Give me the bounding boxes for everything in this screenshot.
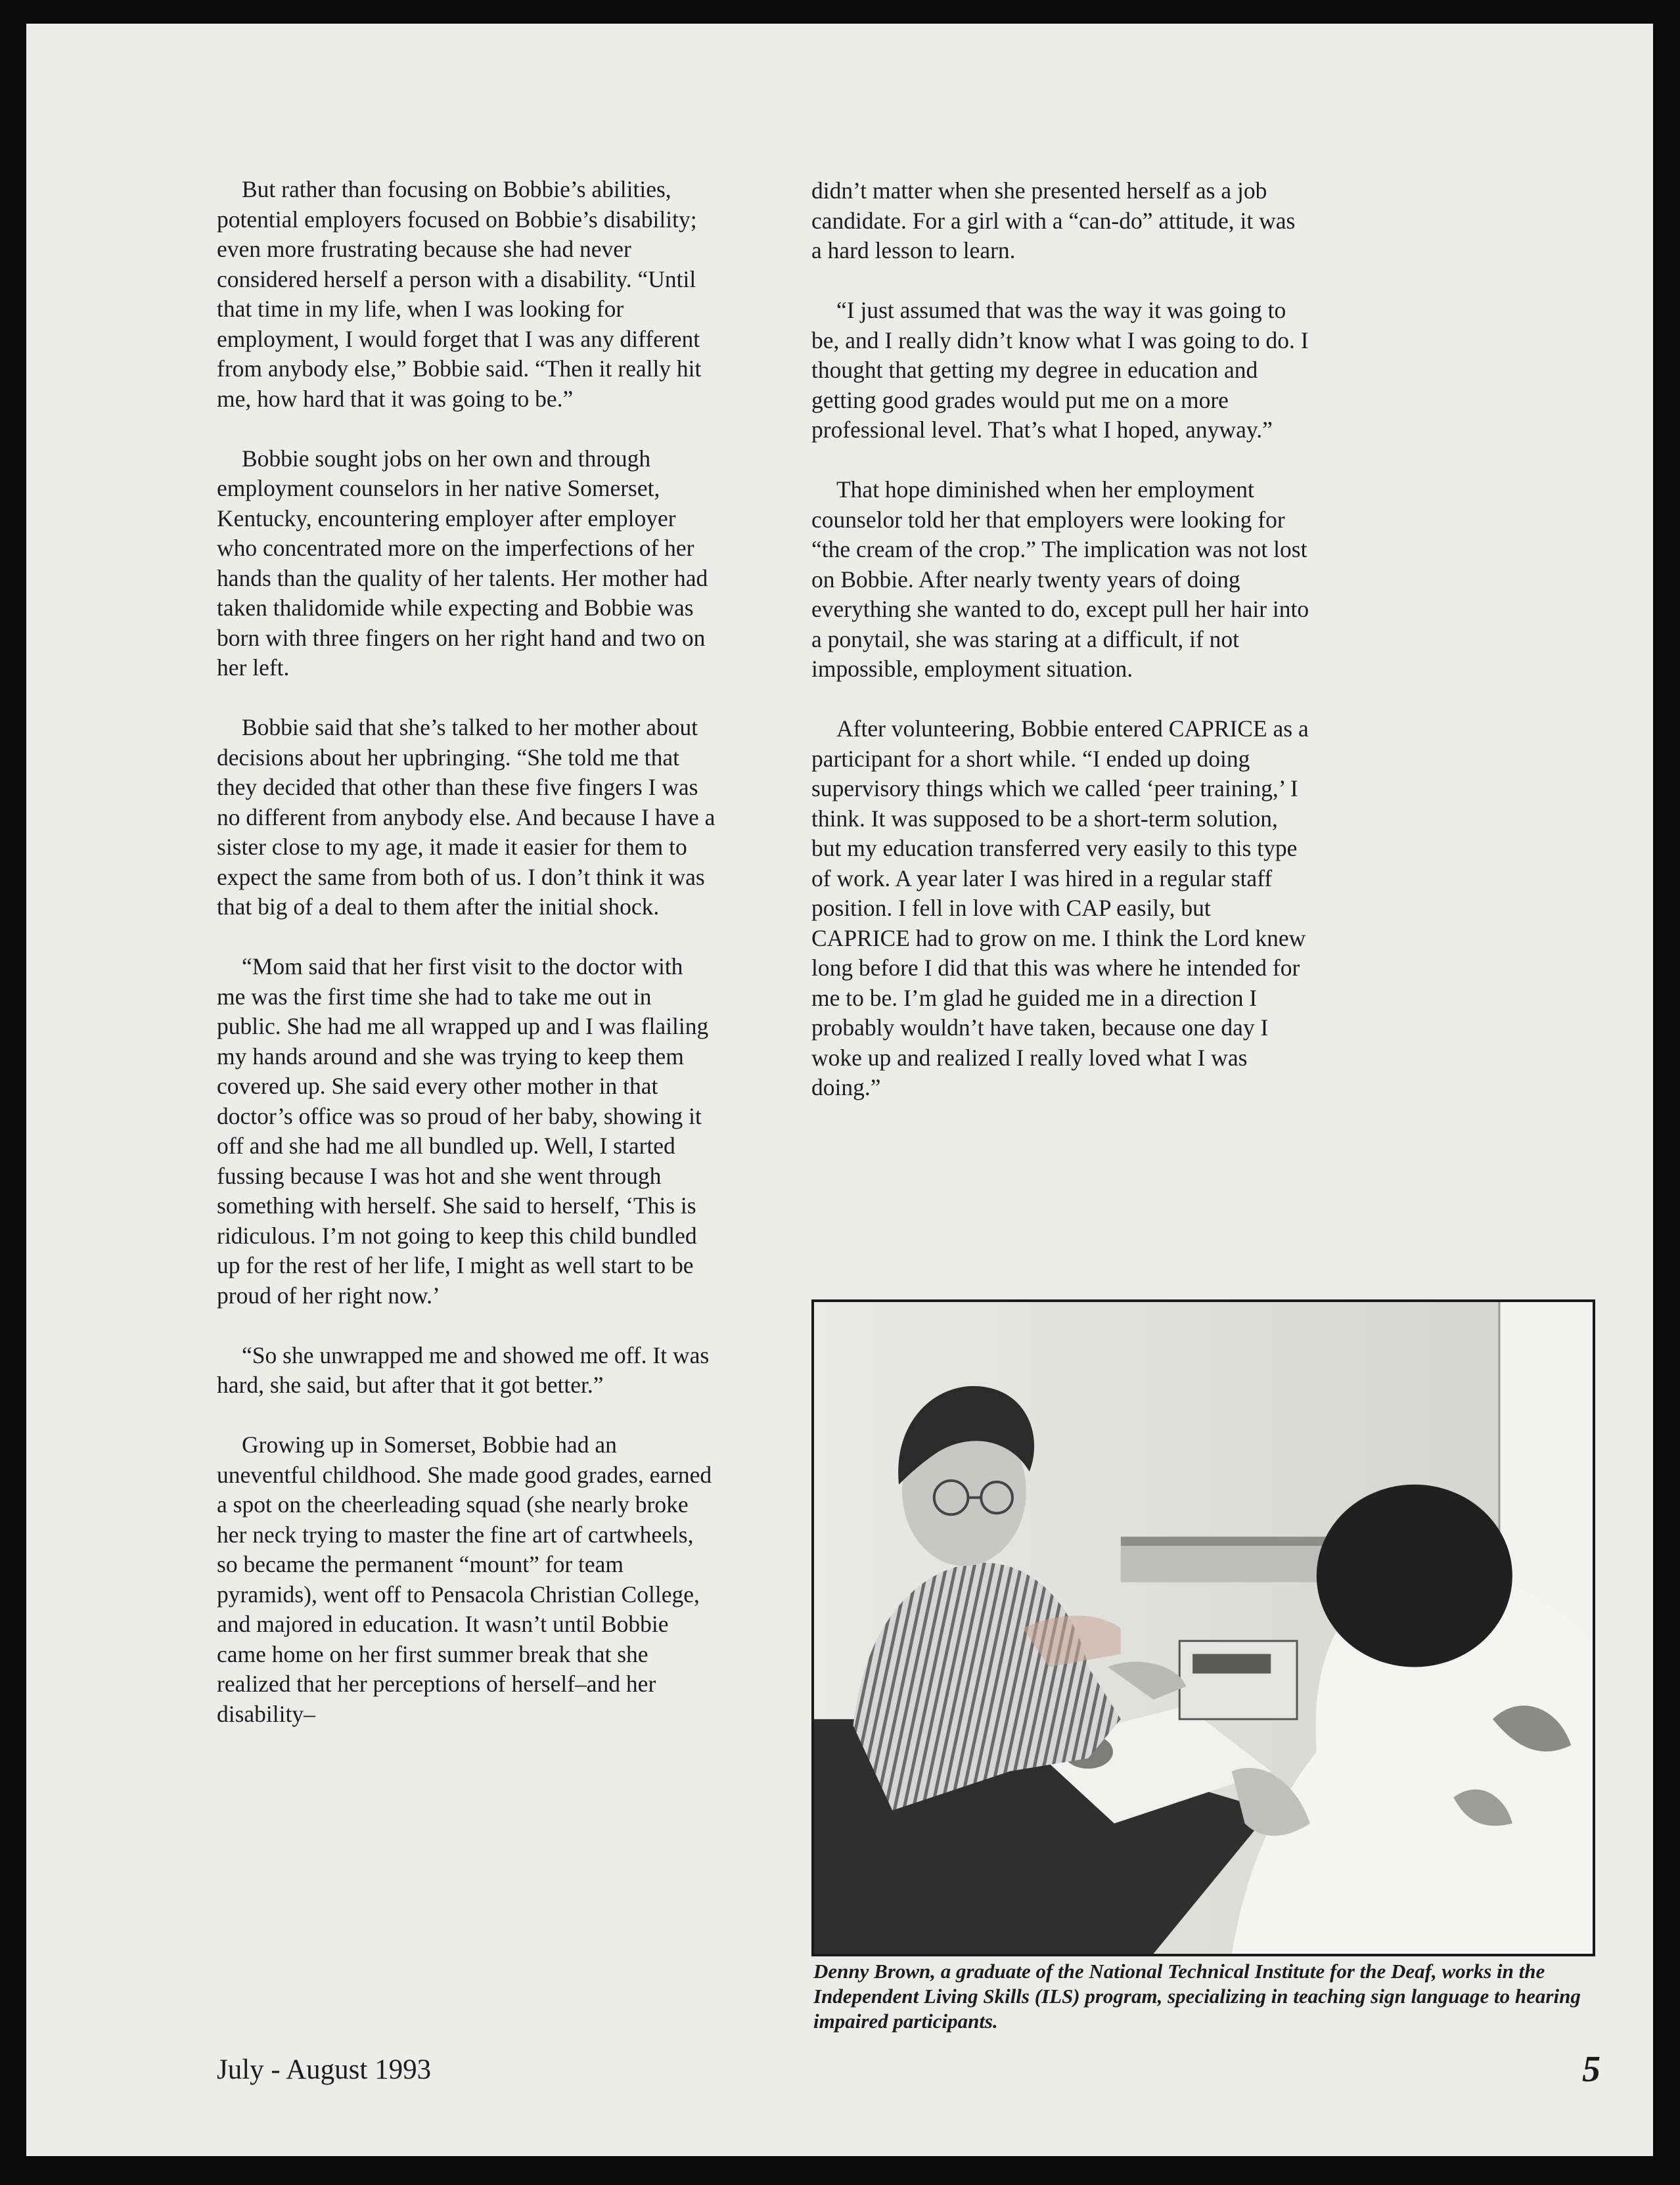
photo-caption: Denny Brown, a graduate of the National Technical Institute for the Deaf, works in the Independent Living Skills (ILS) program, specializing in teaching sign language to hearing impaired participants. [813, 1960, 1581, 2033]
paragraph: Bobbie said that she’s talked to her mother about decisions about her upbringing. “She told me that they decided that other than these five fingers I was no different from anybody else. And because I have a sister close to my age, it made it easier for them to expect the same from both of us. I don’t think it was that big of a deal to them after the initial shock. [217, 714, 715, 920]
left-text-column [217, 175, 716, 1759]
paragraph: “Mom said that her first visit to the doctor with me was the first time she had to take me out in public. She had me all wrapped up and I was flailing my hands around and she was trying to keep them covered up. She said every other mother in that doctor’s office was so proud of her baby, showing it off and she had me all bundled up. Well, I started fussing because I was hot and she went through something with herself. She said to herself, ‘This is ridiculous. I’m not going to keep this child bundled up for the rest of her life, I might as well start to be proud of her right now.’ [217, 953, 709, 1309]
paragraph: Growing up in Somerset, Bobbie had an uneventful childhood. She made good grades, earned a spot on the cheerleading squad (she nearly broke her neck trying to master the fine art of cartwheels, so became the permanent “mount” for team pyramids), went off to Pensacola Christian College, and majored in education. It wasn’t until Bobbie came home on her first summer break that she realized that her perceptions of herself–and her disability– [217, 1431, 712, 1727]
paragraph: Bobbie sought jobs on her own and through employment counselors in her native Somerset, Kentucky, encountering employer after employer who concentrated more on the imperfections of her hands than the quality of her talents. Her mother had taken thalidomide while expecting and Bobbie was born with three fingers on her right hand and two on her left. [217, 445, 708, 681]
right-text-column [811, 176, 1311, 1133]
paragraph: After volunteering, Bobbie entered CAPRICE as a participant for a short while. “I ended up doing supervisory things which we called ‘peer training,’ I think. It was supposed to be a short-term solution, but my education transferred very easily to this type of work. A year later I was hired in a regular staff position. I fell in love with CAP easily, but CAPRICE had to grow on me. I think the Lord knew long before I did that this was where he intended for me to be. I’m glad he guided me in a direction I probably wouldn’t have taken, because one day I woke up and realized I really loved what I was doing.” [811, 715, 1309, 1100]
magazine-page [26, 24, 1653, 2156]
photo-sign-language-lesson [811, 1299, 1595, 1956]
paragraph: “I just assumed that was the way it was going to be, and I really didn’t know what I was going to do. I thought that getting my degree in education and getting good grades would put me on a more professional level. That’s what I hoped, anyway.” [811, 297, 1309, 443]
page-number: 5 [1582, 2049, 1601, 2090]
paragraph: didn’t matter when she presented herself as a job candidate. For a girl with a “can-do” attitude, it was a hard lesson to learn. [811, 177, 1296, 263]
paragraph: “So she unwrapped me and showed me off. It was hard, she said, but after that it got better.” [217, 1341, 710, 1398]
paragraph: But rather than focusing on Bobbie’s abilities, potential employers focused on Bobbie’s disability; even more frustrating because she had never considered herself a person with a disability. “Until that time in my life, when I was looking for employment, I would forget that I was any different from anybody else,” Bobbie said. “Then it really hit me, how hard that it was going to be.” [217, 176, 702, 412]
photo-illustration [814, 1302, 1593, 1954]
issue-date: July - August 1993 [217, 2054, 432, 2085]
paragraph: That hope diminished when her employment counselor told her that employers were looking for “the cream of the crop.” The implication was not lost on Bobbie. After nearly twenty years of doing everything she wanted to do, except pull her hair into a ponytail, she was staring at a difficult, if not impossible, employment situation. [811, 476, 1309, 682]
